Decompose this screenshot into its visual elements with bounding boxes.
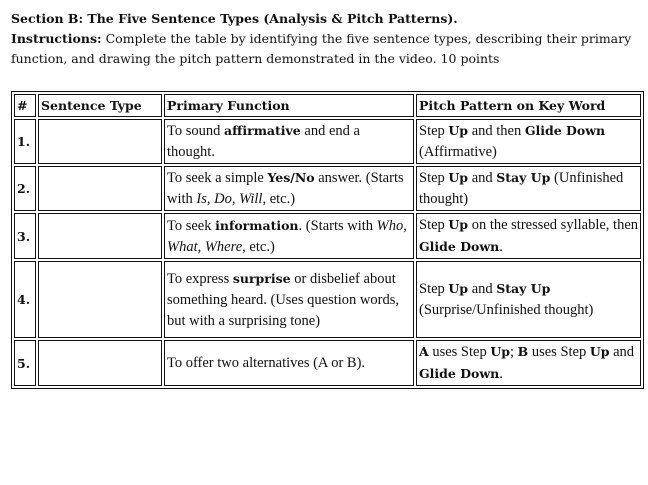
primary-function-cell <box>164 213 414 259</box>
text: . (Starts with <box>298 217 377 234</box>
bold-text: Up <box>448 170 469 185</box>
section-title: Section B: The Five Sentence Types (Analysis & Pitch Patterns). <box>11 11 458 26</box>
text: , etc.) <box>262 191 296 207</box>
instructions-text: Complete the table by identifying the five sentence types, describing their primary function, and drawing the pitch pattern demonstrated in the video. 10 points <box>11 31 632 66</box>
bold-text: Glide Down <box>419 366 500 381</box>
text: To offer two alternatives (A or B). <box>167 354 366 371</box>
primary-function-cell <box>164 261 414 338</box>
pitch-pattern-cell <box>416 213 641 259</box>
row-number: 4. <box>14 261 36 338</box>
bold-text: Up <box>589 344 610 359</box>
sentence-type-cell[interactable] <box>38 119 162 164</box>
text: Step <box>419 217 449 233</box>
text: uses Step <box>528 344 590 360</box>
pitch-pattern-cell <box>416 119 641 164</box>
text: answer. (Starts with <box>167 170 404 207</box>
text: ; <box>509 344 518 360</box>
text: and <box>468 170 497 186</box>
text: (Surprise/Unfinished thought) <box>419 302 594 318</box>
primary-function-cell <box>164 166 414 211</box>
text: and end a thought. <box>167 123 360 160</box>
text: Step <box>419 170 449 186</box>
header-pitch-pattern: Pitch Pattern on Key Word <box>416 94 641 117</box>
instructions-label: Instructions: <box>11 31 102 46</box>
bold-text: affirmative <box>224 123 301 138</box>
text: To seek <box>167 217 216 234</box>
bold-text: information <box>215 217 299 233</box>
text: and then <box>468 123 525 139</box>
bold-text: Up <box>448 217 469 232</box>
row-number: 2. <box>14 166 36 211</box>
bold-text: A <box>419 344 429 359</box>
header-sentence-type: Sentence Type <box>38 94 162 117</box>
italic-text: Is, Do, Will <box>196 191 263 207</box>
sentence-types-table <box>11 91 644 389</box>
header-primary-function: Primary Function <box>164 94 414 117</box>
text: . <box>499 366 503 382</box>
text: Step <box>419 123 449 139</box>
text: . <box>499 239 503 255</box>
text: or disbelief about something heard. (Uses question words, but with a surprising tone) <box>167 270 399 329</box>
bold-text: Up <box>490 344 510 359</box>
sentence-type-cell[interactable] <box>38 261 162 338</box>
sentence-type-cell[interactable] <box>38 213 162 259</box>
pitch-pattern-cell <box>416 340 641 386</box>
primary-function-cell <box>164 340 414 386</box>
row-number: 1. <box>14 119 36 164</box>
text: To express <box>167 270 233 287</box>
text: and <box>468 281 497 297</box>
bold-text: Glide Down <box>524 123 606 138</box>
table-row <box>14 261 641 338</box>
table-row <box>14 166 641 211</box>
text: To sound <box>167 123 224 139</box>
bold-text: Up <box>448 281 469 296</box>
bold-text: Yes/No <box>267 170 315 185</box>
bold-text: Stay Up <box>496 170 551 185</box>
header-number: # <box>14 94 36 117</box>
text: (Unfinished thought) <box>419 170 624 207</box>
row-number: 3. <box>14 213 36 259</box>
bold-text: surprise <box>232 270 291 286</box>
text: (Affirmative) <box>419 144 497 160</box>
table-row <box>14 213 641 259</box>
bold-text: Up <box>448 123 469 138</box>
row-number: 5. <box>14 340 36 386</box>
bold-text: B <box>517 344 529 359</box>
text: Step <box>419 281 449 297</box>
sentence-type-cell[interactable] <box>38 166 162 211</box>
text: uses Step <box>428 344 491 360</box>
sentence-type-cell[interactable] <box>38 340 162 386</box>
table-row <box>14 119 641 164</box>
text: To seek a simple <box>167 170 268 186</box>
pitch-pattern-cell <box>416 166 641 211</box>
text: , etc.) <box>242 238 275 255</box>
text: on the stressed syllable, then <box>468 217 638 233</box>
document <box>11 9 641 69</box>
bold-text: Stay Up <box>496 281 551 296</box>
primary-function-cell <box>164 119 414 164</box>
text: and <box>609 344 635 360</box>
pitch-pattern-cell <box>416 261 641 338</box>
table-header-row <box>14 94 641 117</box>
bold-text: Glide Down <box>419 239 500 254</box>
table-row <box>14 340 641 386</box>
instructions <box>11 29 641 69</box>
italic-text: Who, What, Where <box>167 217 407 255</box>
